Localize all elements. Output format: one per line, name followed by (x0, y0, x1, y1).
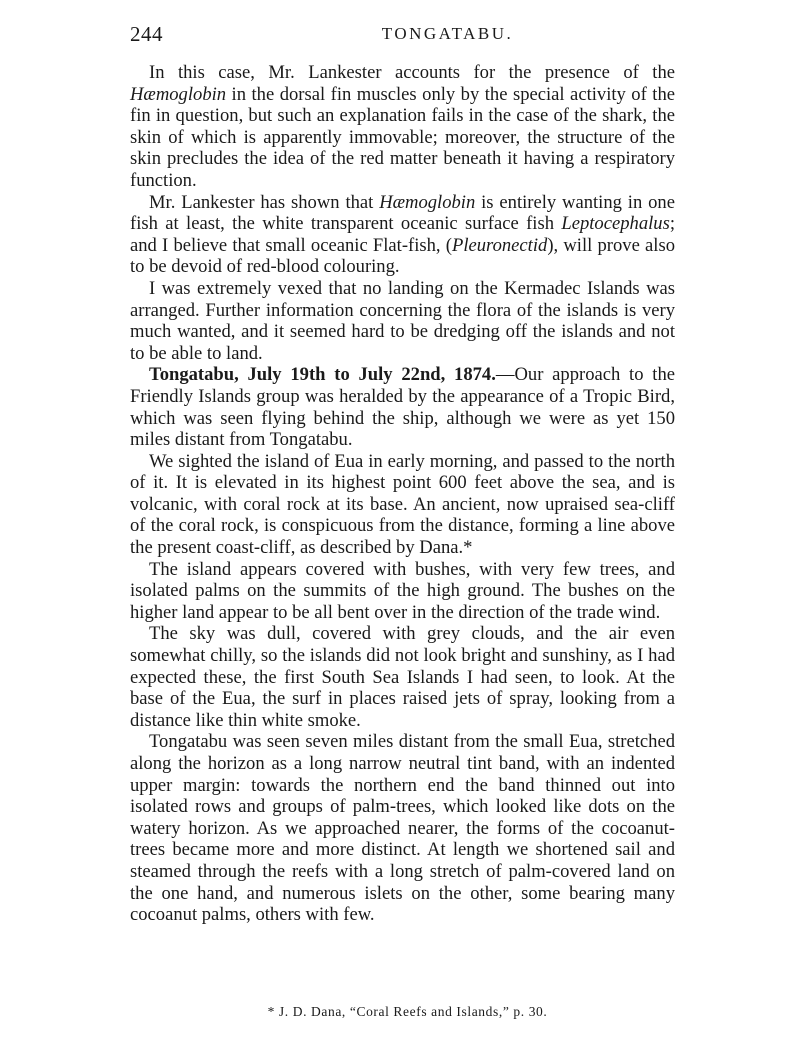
page-number: 244 (130, 22, 163, 46)
paragraph-tongatabu-seen: Tongatabu was seen seven miles distant from the small Eua, stretched along the horizon as a long narrow neutral tint band, with an indented upper margin: towards the northern end the band thinned out into isolated rows and groups of palm-trees, which looked like dots on the watery horizon. As we approached nearer, the forms of the cocoanut-trees became more and more distinct. At length we shortened sail and steamed through the reefs with a long stretch of palm-covered land on the one hand, and numerous islets on the other, some bearing many cocoanut palms, others with few. (130, 731, 675, 926)
running-title: TONGATABU. (381, 24, 514, 43)
italic-term: Hæmoglobin (130, 83, 227, 105)
paragraph-lankester-shark (130, 62, 675, 192)
text-run: is entirely wanting in one fish at least, the white transparent oceanic surface fish (130, 191, 675, 235)
section-heading: Tongatabu, July 19th to July 22nd, 1874. (149, 364, 496, 386)
text-run: Mr. Lankester has shown that (149, 191, 380, 213)
paragraph-kermadec: I was extremely vexed that no landing on the Kermadec Islands was arranged. Further information concerning the flora of the islands is very much wanted, and it seemed hard to be dredging off the islands and not to be able to land. (130, 277, 675, 364)
paragraph-leptocephalus (130, 192, 675, 278)
italic-term: Pleuronectid (451, 234, 548, 256)
paragraph-island-bushes: The island appears covered with bushes, with very few trees, and isolated palms on the summits of the high ground. The bushes on the higher land appear to be all bent over in the direction of the trade wind. (130, 558, 675, 623)
text-run: In this case, Mr. Lankester accounts for the presence of the (149, 62, 675, 83)
running-head (130, 22, 675, 50)
text-run: in the dorsal fin muscles only by the special activity of the fin in question, but such an explanation fails in the case of the shark, the skin of which is apparently immovable; moreover, the structure of the skin precludes the idea of the red matter beneath it having a respiratory function. (130, 83, 675, 191)
paragraph-eua-sighted: We sighted the island of Eua in early morning, and passed to the north of it. It is elevated in its highest point 600 feet above the sea, and is volcanic, with coral rock at its base. An ancient, now upraised sea-cliff of the coral rock, is conspicuous from the distance, forming a line above the present coast-cliff, as described by Dana.* (130, 450, 675, 559)
body-text (130, 62, 675, 926)
italic-term: Hæmoglobin (379, 191, 476, 213)
footnote: * J. D. Dana, “Coral Reefs and Islands,” p. 30. (267, 1004, 548, 1019)
paragraph-sky-dull: The sky was dull, covered with grey clouds, and the air even somewhat chilly, so the islands did not look bright and sunshiny, as I had expected these, the first South Sea Islands I had seen, to look. At the base of the Eua, the surf in places raised jets of spray, looking from a distance like thin white smoke. (130, 623, 675, 731)
text-run: —Our approach to the Friendly Islands group was heralded by the appearance of a Tropic Bird, which was seen flying behind the ship, although we were as yet 150 miles distant from Tongatabu. (130, 364, 675, 451)
italic-term: Leptocephalus (561, 213, 670, 235)
text-run: ; and I believe that small oceanic Flat-fish, ( (130, 213, 675, 256)
text-run: ), will prove also to be devoid of red-blood colouring. (130, 234, 676, 278)
paragraph-tongatabu-approach (130, 364, 675, 450)
